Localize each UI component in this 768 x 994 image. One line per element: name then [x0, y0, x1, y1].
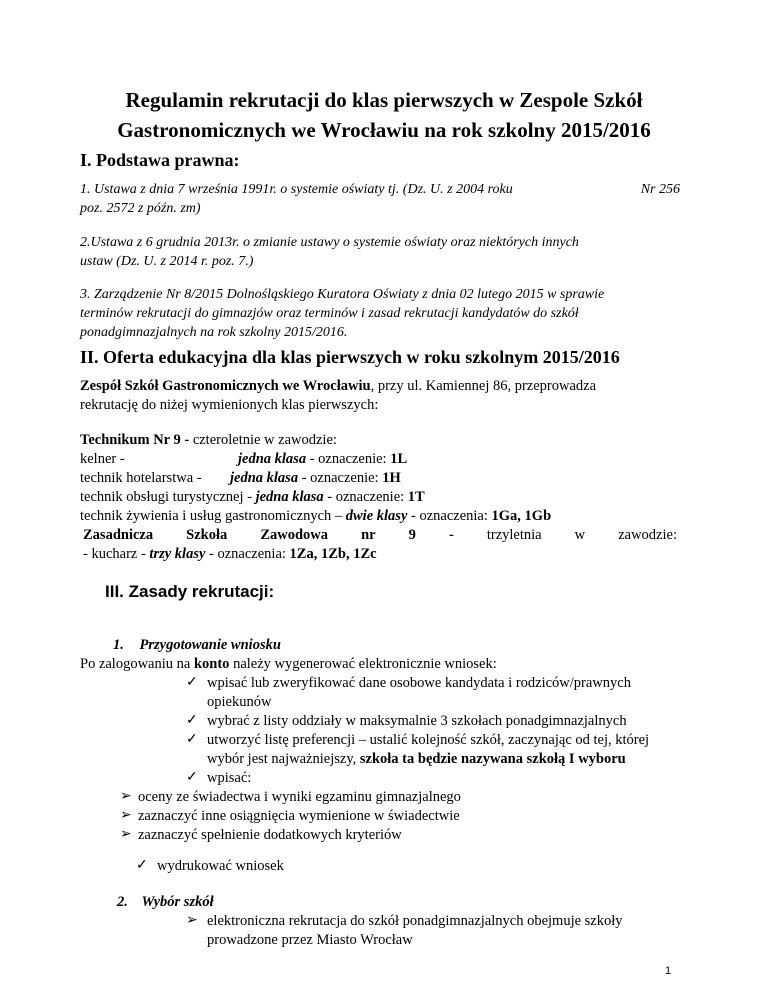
section-1-heading: I. Podstawa prawna:: [80, 150, 240, 170]
class-code: 1Ga, 1Gb: [491, 508, 552, 524]
arrow-bullet-icon: ➢: [120, 789, 132, 804]
profession-turystycznej: technik obsługi turystycznej -: [80, 489, 256, 505]
subsection-number: 2.: [117, 894, 128, 910]
konto-word: konto: [193, 656, 230, 672]
class-code: 1L: [390, 451, 408, 467]
zsz-word: nr: [361, 527, 376, 543]
login-text-end: należy wygenerować elektronicznie wniosek:: [229, 656, 497, 672]
school-intro: [80, 377, 680, 415]
label-designation: - oznaczenie:: [306, 451, 391, 467]
checklist-text-cont: wybór jest najważniejszy,: [207, 751, 360, 767]
class-count: jedna klasa: [255, 489, 324, 505]
legal-basis-item-2: [80, 233, 680, 271]
check-icon: ✓: [186, 770, 198, 785]
zsz-heading-line: [83, 526, 677, 545]
zsz-block: [83, 526, 677, 564]
arrow-item-text-cont: prowadzone przez Miasto Wrocław: [207, 932, 413, 948]
zsz-word: 9: [408, 527, 416, 543]
class-row-zywienia: [80, 507, 680, 526]
check-icon: ✓: [136, 858, 148, 873]
arrow-bullet-icon: ➢: [186, 913, 198, 928]
check-icon: ✓: [186, 732, 198, 747]
profession-zywienia: technik żywienia i usług gastronomicznych –: [80, 508, 346, 524]
zsz-word: zawodzie:: [618, 527, 677, 543]
zsz-word: w: [574, 527, 586, 543]
technikum-name: Technikum Nr 9 -: [80, 432, 190, 448]
arrow-item: [207, 912, 677, 950]
item3-line-b: terminów rekrutacji do gimnazjów oraz terminów i zasad rekrutacji kandydatów do szkół: [80, 306, 579, 321]
first-choice-note: szkoła ta będzie nazywana szkołą I wyboru: [359, 751, 626, 767]
checklist-item: [207, 674, 677, 712]
intro-line-2: rekrutację do niżej wymienionych klas pierwszych:: [80, 397, 379, 413]
page-number: 1: [665, 965, 672, 977]
school-address: , przy ul. Kamiennej 86, przeprowadza: [370, 378, 597, 394]
page-title: [80, 85, 688, 145]
class-code: 1T: [407, 489, 425, 505]
title-line-1: Regulamin rekrutacji do klas pierwszych w Zespole Szkół: [125, 88, 643, 112]
legal-basis-item-3: [80, 285, 680, 342]
technikum-desc: czteroletnie w zawodzie:: [189, 432, 337, 448]
class-count: jedna klasa: [230, 470, 299, 486]
arrow-item: oceny ze świadectwa i wyniki egzaminu gimnazjalnego: [138, 789, 461, 805]
item1-line-a: 1. Ustawa z dnia 7 września 1991r. o systemie oświaty tj. (Dz. U. z 2004 roku: [80, 182, 513, 197]
item1-line-b: poz. 2572 z późn. zm): [80, 201, 201, 216]
section-2-heading: II. Oferta edukacyjna dla klas pierwszych w roku szkolnym 2015/2016: [80, 347, 620, 367]
class-row-turystycznej: [80, 488, 680, 507]
class-code: 1H: [382, 470, 401, 486]
checklist-item: wpisać:: [207, 770, 252, 786]
profession-kucharz: - kucharz -: [83, 546, 150, 562]
subsection-number: 1.: [113, 637, 124, 653]
arrow-bullet-icon: ➢: [120, 827, 132, 842]
label-designation: - oznaczenie:: [298, 470, 383, 486]
zsz-word: Szkoła: [186, 527, 228, 543]
class-row-kucharz: [83, 545, 677, 564]
checklist-item: wydrukować wniosek: [157, 858, 284, 874]
class-count: trzy klasy: [149, 546, 206, 562]
class-code: 1Za, 1Zb, 1Zc: [289, 546, 377, 562]
item3-line-a: 3. Zarządzenie Nr 8/2015 Dolnośląskiego Kuratora Oświaty z dnia 02 lutego 2015 w sprawie: [80, 287, 605, 302]
label-designation: - oznaczenie:: [323, 489, 408, 505]
arrow-bullet-icon: ➢: [120, 808, 132, 823]
item3-line-c: ponadgimnazjalnych na rok szkolny 2015/2016.: [80, 325, 348, 340]
subsection-2-title: [117, 893, 214, 912]
class-count: dwie klasy: [345, 508, 408, 524]
subsection-1-title: [113, 636, 281, 655]
login-text: Po zalogowaniu na: [80, 656, 194, 672]
arrow-item: zaznaczyć spełnienie dodatkowych kryteriów: [138, 827, 402, 843]
profession-hotelarstwa: technik hotelarstwa -: [80, 470, 202, 486]
check-icon: ✓: [186, 675, 198, 690]
arrow-item-text: elektroniczna rekrutacja do szkół ponadgimnazjalnych obejmuje szkoły: [207, 913, 623, 929]
label-designation: - oznaczenia:: [205, 546, 290, 562]
legal-basis-item-1: [80, 180, 680, 218]
subsection-title: Wybór szkół: [141, 894, 214, 910]
class-count: jedna klasa: [238, 451, 307, 467]
subsection-title: Przygotowanie wniosku: [139, 637, 281, 653]
checklist-item: wybrać z listy oddziały w maksymalnie 3 szkołach ponadgimnazjalnych: [207, 713, 627, 729]
check-icon: ✓: [186, 713, 198, 728]
checklist-text: wpisać lub zweryfikować dane osobowe kandydata i rodziców/prawnych: [207, 675, 631, 691]
class-row-kelner: [80, 450, 680, 469]
zsz-word: trzyletnia: [486, 527, 542, 543]
label-designation: - oznaczenia:: [407, 508, 492, 524]
technikum-block: [80, 431, 680, 526]
item2-line-b: ustaw (Dz. U. z 2014 r. poz. 7.): [80, 254, 254, 269]
item1-number: Nr 256: [640, 182, 680, 197]
arrow-item: zaznaczyć inne osiągnięcia wymienione w świadectwie: [138, 808, 460, 824]
item2-line-a: 2.Ustawa z 6 grudnia 2013r. o zmianie ustawy o systemie oświaty oraz niektórych innych: [80, 235, 579, 250]
checklist-item: [207, 731, 677, 769]
zsz-word: -: [448, 527, 454, 543]
zsz-word: Zawodowa: [260, 527, 328, 543]
section-3-heading: III. Zasady rekrutacji:: [105, 582, 275, 601]
school-name: Zespół Szkół Gastronomicznych we Wrocławiu: [80, 378, 371, 394]
profession-kelner: kelner -: [80, 451, 125, 467]
class-row-hotelarstwa: [80, 469, 680, 488]
checklist-text: utworzyć listę preferencji – ustalić kolejność szkół, zaczynając od tej, której: [207, 732, 650, 748]
title-line-2: Gastronomicznych we Wrocławiu na rok szkolny 2015/2016: [117, 118, 651, 142]
checklist-text-cont: opiekunów: [207, 694, 272, 710]
zsz-word: Zasadnicza: [83, 527, 154, 543]
login-instruction: [80, 655, 497, 674]
